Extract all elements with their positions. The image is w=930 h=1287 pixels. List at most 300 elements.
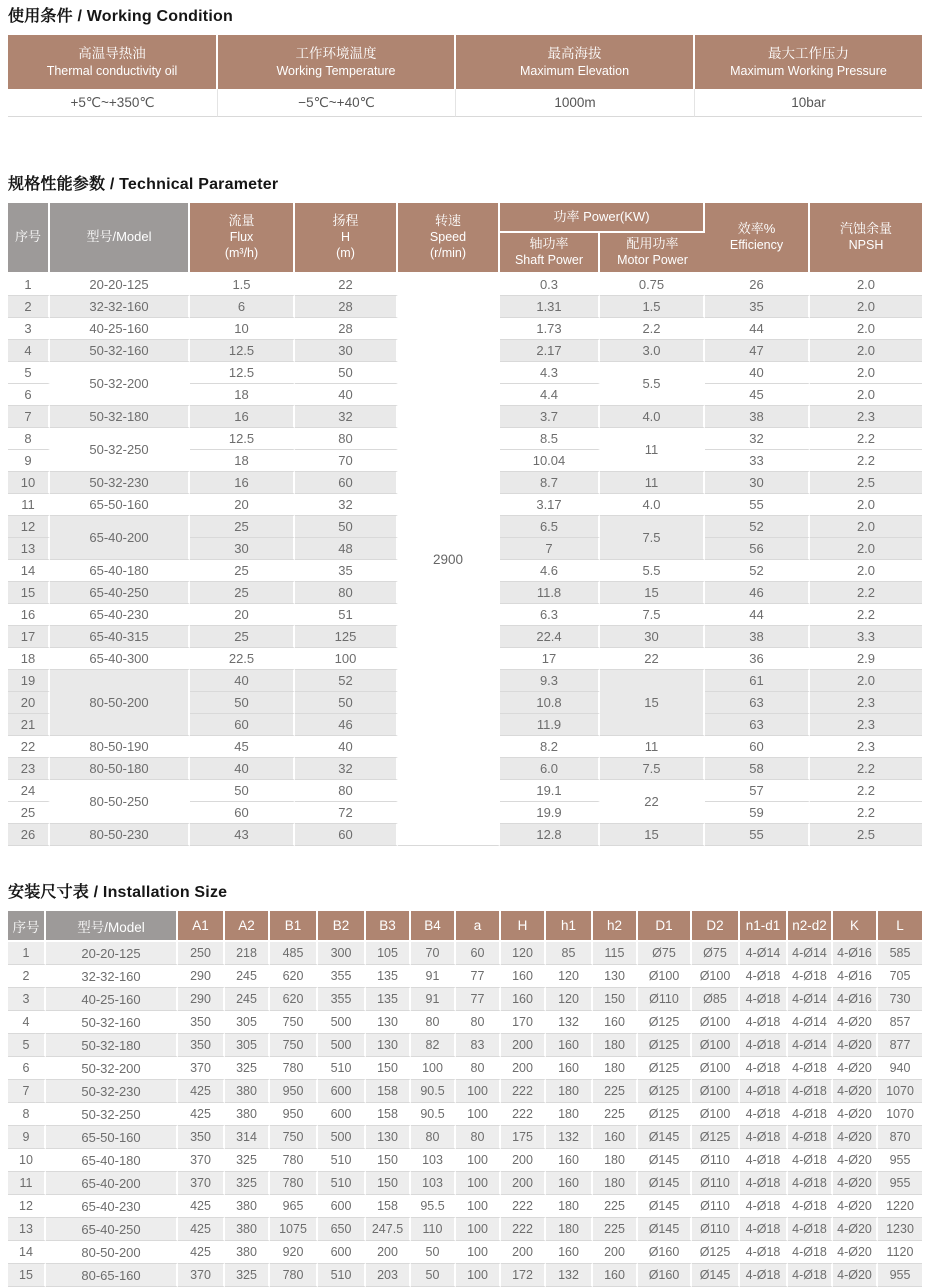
header-motor-power — [600, 233, 705, 274]
dim-cell-h1: 180 — [546, 1195, 593, 1218]
installation-table-row — [8, 1241, 922, 1264]
motor-power-cell: 15 — [600, 670, 705, 736]
dim-cell-D1: Ø75 — [638, 942, 692, 965]
efficiency-cell: 58 — [705, 758, 810, 780]
header-dim-B4: B4 — [411, 911, 456, 942]
head-cell: 52 — [295, 670, 398, 692]
dim-cell-h2: 180 — [593, 1034, 638, 1057]
row-number-cell: 1 — [8, 274, 50, 296]
shaft-power-cell: 17 — [500, 648, 600, 670]
dim-cell-D1: Ø145 — [638, 1172, 692, 1195]
model-cell: 80-50-200 — [50, 670, 190, 736]
dim-cell-A1: 350 — [178, 1011, 225, 1034]
dim-cell-B4: 110 — [411, 1218, 456, 1241]
row-number-cell: 1 — [8, 942, 46, 965]
dim-cell-B2: 355 — [318, 965, 366, 988]
dim-cell-B3: 105 — [366, 942, 411, 965]
model-cell: 80-50-190 — [50, 736, 190, 758]
dim-cell-B3: 135 — [366, 988, 411, 1011]
dim-cell-h1: 132 — [546, 1264, 593, 1287]
efficiency-cell: 52 — [705, 560, 810, 582]
dim-cell-B1: 750 — [270, 1011, 318, 1034]
efficiency-cell: 56 — [705, 538, 810, 560]
model-cell: 50-32-230 — [50, 472, 190, 494]
model-cell: 65-40-230 — [50, 604, 190, 626]
dim-cell-B1: 750 — [270, 1126, 318, 1149]
working-condition-title: 使用条件 / Working Condition — [8, 8, 233, 25]
dim-cell-n1-d1: 4-Ø18 — [740, 1080, 788, 1103]
dim-cell-K: 4-Ø20 — [833, 1057, 878, 1080]
dim-cell-D1: Ø100 — [638, 965, 692, 988]
dim-cell-A1: 350 — [178, 1034, 225, 1057]
header-label-zh: 最大工作压力 — [768, 46, 849, 62]
dim-cell-L: 1120 — [878, 1241, 922, 1264]
efficiency-cell: 63 — [705, 692, 810, 714]
npsh-cell: 2.9 — [810, 648, 922, 670]
npsh-cell: 2.0 — [810, 340, 922, 362]
dim-cell-D2: Ø125 — [692, 1241, 740, 1264]
dim-cell-K: 4-Ø16 — [833, 988, 878, 1011]
dim-cell-D2: Ø110 — [692, 1218, 740, 1241]
dim-cell-L: 585 — [878, 942, 922, 965]
dim-cell-h2: 225 — [593, 1195, 638, 1218]
dim-cell-n2-d2: 4-Ø18 — [788, 1195, 833, 1218]
dim-cell-n2-d2: 4-Ø14 — [788, 1011, 833, 1034]
dim-cell-K: 4-Ø20 — [833, 1103, 878, 1126]
npsh-cell: 2.0 — [810, 296, 922, 318]
dim-cell-A1: 370 — [178, 1149, 225, 1172]
row-number-cell: 10 — [8, 472, 50, 494]
header-maximum-working-pressure — [695, 35, 922, 89]
flux-cell: 43 — [190, 824, 295, 846]
npsh-cell: 2.0 — [810, 560, 922, 582]
dim-cell-B2: 600 — [318, 1195, 366, 1218]
dim-cell-B2: 500 — [318, 1034, 366, 1057]
dim-cell-K: 4-Ø20 — [833, 1126, 878, 1149]
dim-cell-D1: Ø145 — [638, 1195, 692, 1218]
header-label-en: Flux — [229, 230, 254, 245]
model-cell: 80-50-250 — [50, 780, 190, 824]
installation-table-row — [8, 1080, 922, 1103]
npsh-cell: 2.3 — [810, 692, 922, 714]
dim-cell-B4: 90.5 — [411, 1080, 456, 1103]
working-condition-value-row — [8, 89, 922, 117]
head-cell: 30 — [295, 340, 398, 362]
efficiency-cell: 61 — [705, 670, 810, 692]
dim-cell-B1: 780 — [270, 1149, 318, 1172]
shaft-power-cell: 19.1 — [500, 780, 600, 802]
dim-cell-L: 1070 — [878, 1103, 922, 1126]
dim-cell-h1: 160 — [546, 1172, 593, 1195]
dim-cell-n1-d1: 4-Ø18 — [740, 988, 788, 1011]
installation-table-row — [8, 942, 922, 965]
dim-cell-h2: 225 — [593, 1080, 638, 1103]
dim-cell-n2-d2: 4-Ø18 — [788, 1057, 833, 1080]
row-number-cell: 4 — [8, 340, 50, 362]
installation-table-row — [8, 1195, 922, 1218]
efficiency-cell: 38 — [705, 406, 810, 428]
flux-cell: 30 — [190, 538, 295, 560]
row-number-cell: 2 — [8, 965, 46, 988]
dim-cell-B1: 620 — [270, 965, 318, 988]
installation-table-head-row — [8, 911, 922, 942]
model-cell: 65-40-200 — [46, 1172, 178, 1195]
header-label-en: H — [340, 230, 351, 245]
header-model: 型号/Model — [46, 911, 178, 942]
model-cell: 80-50-180 — [50, 758, 190, 780]
model-cell: 32-32-160 — [46, 965, 178, 988]
dim-cell-A2: 380 — [225, 1080, 270, 1103]
header-no — [8, 203, 50, 274]
flux-cell: 50 — [190, 780, 295, 802]
npsh-cell: 3.3 — [810, 626, 922, 648]
npsh-cell: 2.3 — [810, 714, 922, 736]
dim-cell-h1: 180 — [546, 1080, 593, 1103]
dim-cell-n2-d2: 4-Ø18 — [788, 1103, 833, 1126]
npsh-cell: 2.0 — [810, 516, 922, 538]
row-number-cell: 9 — [8, 1126, 46, 1149]
dim-cell-B2: 500 — [318, 1011, 366, 1034]
dim-cell-n1-d1: 4-Ø18 — [740, 1149, 788, 1172]
dim-cell-a: 100 — [456, 1195, 501, 1218]
npsh-cell: 2.2 — [810, 802, 922, 824]
dim-cell-A2: 218 — [225, 942, 270, 965]
shaft-power-cell: 2.17 — [500, 340, 600, 362]
header-working-temperature — [218, 35, 456, 89]
model-cell: 80-50-230 — [50, 824, 190, 846]
dim-cell-B3: 130 — [366, 1126, 411, 1149]
dim-cell-L: 877 — [878, 1034, 922, 1057]
header-dim-B3: B3 — [366, 911, 411, 942]
model-cell: 50-32-200 — [46, 1057, 178, 1080]
dim-cell-H: 120 — [501, 942, 546, 965]
dim-cell-a: 100 — [456, 1080, 501, 1103]
dim-cell-B4: 50 — [411, 1241, 456, 1264]
dim-cell-B3: 203 — [366, 1264, 411, 1287]
dim-cell-A2: 325 — [225, 1264, 270, 1287]
dim-cell-D1: Ø145 — [638, 1218, 692, 1241]
flux-cell: 50 — [190, 692, 295, 714]
dim-cell-a: 83 — [456, 1034, 501, 1057]
row-number-cell: 3 — [8, 318, 50, 340]
shaft-power-cell: 8.7 — [500, 472, 600, 494]
dim-cell-a: 80 — [456, 1057, 501, 1080]
dim-cell-h1: 120 — [546, 965, 593, 988]
dim-cell-h2: 180 — [593, 1057, 638, 1080]
dim-cell-h1: 160 — [546, 1241, 593, 1264]
dim-cell-B3: 150 — [366, 1149, 411, 1172]
dim-cell-h1: 160 — [546, 1149, 593, 1172]
dim-cell-K: 4-Ø20 — [833, 1264, 878, 1287]
flux-cell: 40 — [190, 758, 295, 780]
model-cell: 20-20-125 — [46, 942, 178, 965]
header-dim-H: H — [501, 911, 546, 942]
dim-cell-B4: 70 — [411, 942, 456, 965]
working-condition-header-row — [8, 35, 922, 89]
dim-cell-B4: 50 — [411, 1264, 456, 1287]
header-power — [500, 203, 705, 233]
dim-cell-n1-d1: 4-Ø18 — [740, 1126, 788, 1149]
dim-cell-A1: 425 — [178, 1080, 225, 1103]
dim-cell-B4: 80 — [411, 1011, 456, 1034]
dim-cell-A2: 380 — [225, 1241, 270, 1264]
motor-power-cell: 1.5 — [600, 296, 705, 318]
model-cell: 50-32-180 — [46, 1034, 178, 1057]
shaft-power-cell: 9.3 — [500, 670, 600, 692]
dim-cell-n2-d2: 4-Ø14 — [788, 942, 833, 965]
head-cell: 28 — [295, 296, 398, 318]
header-dim-a: a — [456, 911, 501, 942]
header-dim-K: K — [833, 911, 878, 942]
npsh-cell: 2.3 — [810, 406, 922, 428]
dim-cell-L: 870 — [878, 1126, 922, 1149]
dim-cell-n1-d1: 4-Ø18 — [740, 1195, 788, 1218]
efficiency-cell: 52 — [705, 516, 810, 538]
dim-cell-B2: 650 — [318, 1218, 366, 1241]
dim-cell-h2: 180 — [593, 1149, 638, 1172]
head-cell: 72 — [295, 802, 398, 824]
flux-cell: 18 — [190, 384, 295, 406]
dim-cell-D2: Ø85 — [692, 988, 740, 1011]
dim-cell-A1: 425 — [178, 1218, 225, 1241]
npsh-cell: 2.5 — [810, 472, 922, 494]
model-cell: 50-32-250 — [46, 1103, 178, 1126]
shaft-power-cell: 1.31 — [500, 296, 600, 318]
dim-cell-D1: Ø110 — [638, 988, 692, 1011]
flux-cell: 12.5 — [190, 428, 295, 450]
dim-cell-H: 160 — [501, 965, 546, 988]
installation-table-row — [8, 1218, 922, 1241]
motor-power-cell: 4.0 — [600, 406, 705, 428]
row-number-cell: 5 — [8, 1034, 46, 1057]
thermal-oil-value: +5℃~+350℃ — [8, 89, 218, 117]
header-label-zh: 高温导热油 — [78, 46, 146, 62]
dim-cell-h2: 225 — [593, 1103, 638, 1126]
dim-cell-L: 705 — [878, 965, 922, 988]
head-cell: 125 — [295, 626, 398, 648]
dim-cell-h2: 130 — [593, 965, 638, 988]
model-cell: 65-40-250 — [50, 582, 190, 604]
efficiency-cell: 57 — [705, 780, 810, 802]
installation-table-row — [8, 1011, 922, 1034]
header-label-zh: 转速 — [434, 213, 461, 229]
npsh-cell: 2.5 — [810, 824, 922, 846]
dim-cell-B1: 920 — [270, 1241, 318, 1264]
dim-cell-B1: 1075 — [270, 1218, 318, 1241]
model-cell: 65-50-160 — [46, 1126, 178, 1149]
dim-cell-B1: 950 — [270, 1080, 318, 1103]
dim-cell-H: 200 — [501, 1172, 546, 1195]
dim-cell-B2: 510 — [318, 1264, 366, 1287]
header-label-en: Motor Power — [617, 253, 688, 268]
dim-cell-B4: 80 — [411, 1126, 456, 1149]
installation-table-row — [8, 965, 922, 988]
technical-header-row-1 — [8, 203, 922, 233]
header-efficiency — [705, 203, 810, 274]
dim-cell-K: 4-Ø16 — [833, 965, 878, 988]
header-dim-L: L — [878, 911, 922, 942]
dim-cell-A1: 290 — [178, 965, 225, 988]
dim-cell-A2: 245 — [225, 965, 270, 988]
installation-table-row — [8, 1172, 922, 1195]
npsh-cell: 2.0 — [810, 274, 922, 296]
npsh-cell: 2.0 — [810, 384, 922, 406]
efficiency-cell: 59 — [705, 802, 810, 824]
header-label-en: Working Temperature — [276, 63, 396, 78]
dim-cell-B3: 130 — [366, 1034, 411, 1057]
row-number-cell: 11 — [8, 494, 50, 516]
dim-cell-K: 4-Ø20 — [833, 1149, 878, 1172]
header-dim-A1: A1 — [178, 911, 225, 942]
dim-cell-D2: Ø100 — [692, 965, 740, 988]
dim-cell-n2-d2: 4-Ø14 — [788, 988, 833, 1011]
model-cell: 50-32-180 — [50, 406, 190, 428]
dim-cell-n1-d1: 4-Ø18 — [740, 1011, 788, 1034]
header-maximum-elevation — [456, 35, 695, 89]
efficiency-cell: 60 — [705, 736, 810, 758]
dim-cell-L: 730 — [878, 988, 922, 1011]
dim-cell-A2: 380 — [225, 1195, 270, 1218]
dim-cell-n2-d2: 4-Ø18 — [788, 965, 833, 988]
dim-cell-a: 100 — [456, 1149, 501, 1172]
header-label-unit: (m) — [336, 245, 355, 260]
row-number-cell: 8 — [8, 428, 50, 450]
model-cell: 20-20-125 — [50, 274, 190, 296]
dim-cell-B2: 600 — [318, 1080, 366, 1103]
header-label-zh: 最高海拔 — [547, 46, 602, 62]
npsh-cell: 2.2 — [810, 450, 922, 472]
head-cell: 70 — [295, 450, 398, 472]
dim-cell-D1: Ø125 — [638, 1103, 692, 1126]
installation-table-row — [8, 988, 922, 1011]
model-cell: 65-40-230 — [46, 1195, 178, 1218]
row-number-cell: 17 — [8, 626, 50, 648]
model-cell: 50-32-230 — [46, 1080, 178, 1103]
dim-cell-A2: 380 — [225, 1103, 270, 1126]
dim-cell-A2: 325 — [225, 1149, 270, 1172]
dim-cell-D2: Ø100 — [692, 1011, 740, 1034]
dim-cell-B1: 485 — [270, 942, 318, 965]
row-number-cell: 12 — [8, 516, 50, 538]
dim-cell-B1: 965 — [270, 1195, 318, 1218]
header-dim-n2-d2: n2-d2 — [788, 911, 833, 942]
efficiency-cell: 55 — [705, 494, 810, 516]
dim-cell-A2: 305 — [225, 1011, 270, 1034]
dim-cell-H: 160 — [501, 988, 546, 1011]
header-thermal-oil — [8, 35, 218, 89]
dim-cell-H: 172 — [501, 1264, 546, 1287]
dim-cell-n2-d2: 4-Ø18 — [788, 1172, 833, 1195]
npsh-cell: 2.2 — [810, 780, 922, 802]
efficiency-cell: 46 — [705, 582, 810, 604]
row-number-cell: 2 — [8, 296, 50, 318]
dim-cell-h2: 160 — [593, 1264, 638, 1287]
row-number-cell: 26 — [8, 824, 50, 846]
dim-cell-B2: 500 — [318, 1126, 366, 1149]
dim-cell-B3: 200 — [366, 1241, 411, 1264]
npsh-cell: 2.0 — [810, 670, 922, 692]
efficiency-cell: 44 — [705, 604, 810, 626]
shaft-power-cell: 10.8 — [500, 692, 600, 714]
model-cell: 50-32-160 — [50, 340, 190, 362]
motor-power-cell: 30 — [600, 626, 705, 648]
motor-power-cell: 15 — [600, 824, 705, 846]
shaft-power-cell: 12.8 — [500, 824, 600, 846]
head-cell: 32 — [295, 758, 398, 780]
dim-cell-B4: 90.5 — [411, 1103, 456, 1126]
installation-table-row — [8, 1126, 922, 1149]
dim-cell-B3: 150 — [366, 1057, 411, 1080]
dim-cell-D1: Ø160 — [638, 1241, 692, 1264]
dim-cell-n1-d1: 4-Ø18 — [740, 1034, 788, 1057]
dim-cell-K: 4-Ø20 — [833, 1172, 878, 1195]
model-cell: 65-40-200 — [50, 516, 190, 560]
dim-cell-n2-d2: 4-Ø18 — [788, 1126, 833, 1149]
motor-power-cell: 11 — [600, 428, 705, 472]
dim-cell-B4: 103 — [411, 1149, 456, 1172]
head-cell: 80 — [295, 582, 398, 604]
head-cell: 60 — [295, 472, 398, 494]
header-model — [50, 203, 190, 274]
dim-cell-L: 955 — [878, 1172, 922, 1195]
model-cell: 65-40-180 — [46, 1149, 178, 1172]
shaft-power-cell: 22.4 — [500, 626, 600, 648]
flux-cell: 25 — [190, 626, 295, 648]
efficiency-cell: 26 — [705, 274, 810, 296]
dim-cell-D2: Ø75 — [692, 942, 740, 965]
dim-cell-D1: Ø160 — [638, 1264, 692, 1287]
dim-cell-H: 200 — [501, 1057, 546, 1080]
installation-table-row — [8, 1149, 922, 1172]
flux-cell: 20 — [190, 494, 295, 516]
head-cell: 35 — [295, 560, 398, 582]
header-npsh — [810, 203, 922, 274]
dim-cell-L: 955 — [878, 1149, 922, 1172]
dim-cell-B2: 600 — [318, 1241, 366, 1264]
shaft-power-cell: 6.3 — [500, 604, 600, 626]
dim-cell-h1: 160 — [546, 1034, 593, 1057]
head-cell: 32 — [295, 406, 398, 428]
header-label-zh: 工作环境温度 — [295, 46, 377, 62]
dim-cell-n1-d1: 4-Ø18 — [740, 1218, 788, 1241]
dim-cell-B1: 780 — [270, 1264, 318, 1287]
dim-cell-h2: 160 — [593, 1011, 638, 1034]
dim-cell-L: 1230 — [878, 1218, 922, 1241]
head-cell: 28 — [295, 318, 398, 340]
npsh-cell: 2.0 — [810, 494, 922, 516]
dim-cell-A1: 370 — [178, 1264, 225, 1287]
dim-cell-B1: 950 — [270, 1103, 318, 1126]
dim-cell-K: 4-Ø20 — [833, 1080, 878, 1103]
dim-cell-B3: 135 — [366, 965, 411, 988]
dim-cell-H: 200 — [501, 1149, 546, 1172]
row-number-cell: 13 — [8, 538, 50, 560]
header-no: 序号 — [8, 911, 46, 942]
model-cell: 65-40-180 — [50, 560, 190, 582]
dim-cell-L: 955 — [878, 1264, 922, 1287]
row-number-cell: 23 — [8, 758, 50, 780]
motor-power-cell: 5.5 — [600, 560, 705, 582]
row-number-cell: 20 — [8, 692, 50, 714]
model-cell: 40-25-160 — [46, 988, 178, 1011]
shaft-power-cell: 3.17 — [500, 494, 600, 516]
shaft-power-cell: 10.04 — [500, 450, 600, 472]
dim-cell-L: 1070 — [878, 1080, 922, 1103]
head-cell: 46 — [295, 714, 398, 736]
header-label-zh: 配用功率 — [626, 236, 679, 252]
shaft-power-cell: 3.7 — [500, 406, 600, 428]
flux-cell: 1.5 — [190, 274, 295, 296]
